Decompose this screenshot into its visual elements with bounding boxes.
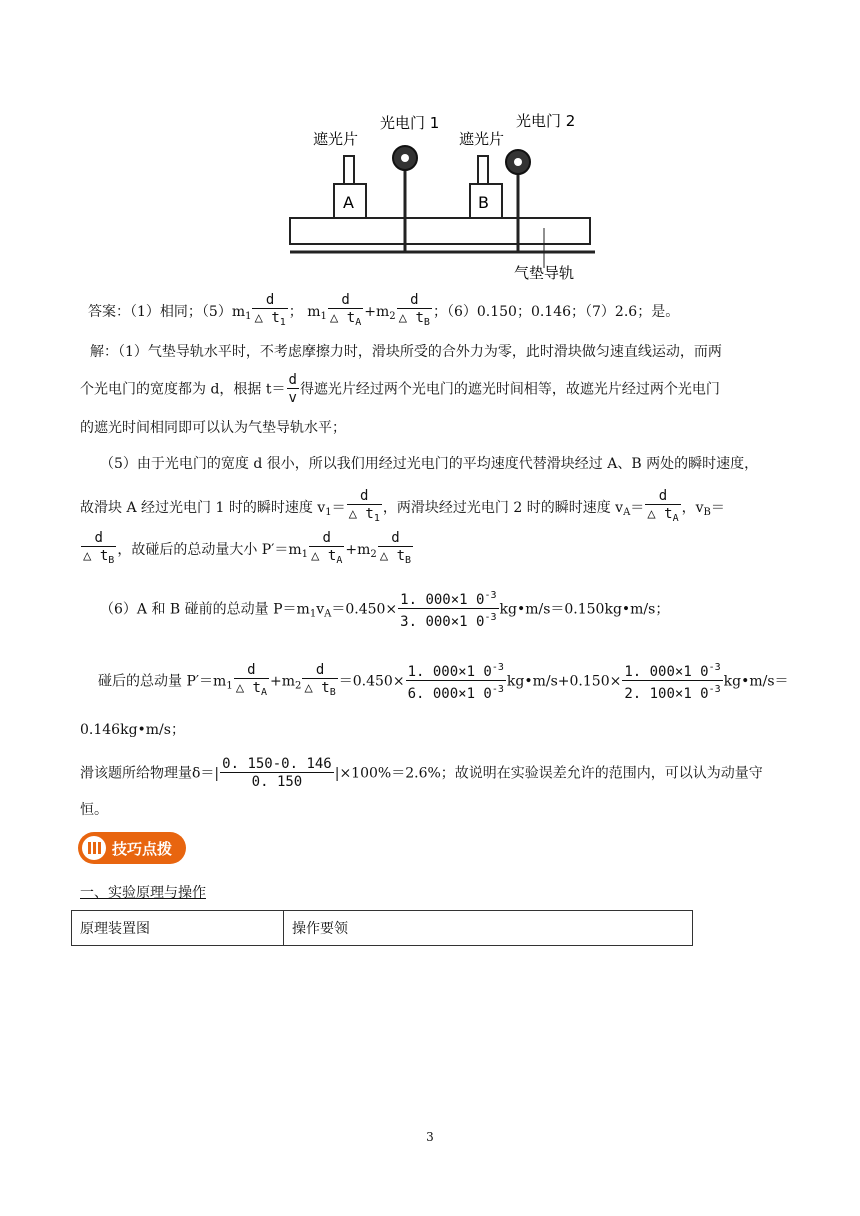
shade-label-1: 遮光片 xyxy=(313,130,359,148)
gate-label-2: 光电门 2 xyxy=(516,112,576,130)
sol1-line1: 解：（1）气垫导轨水平时，不考虑摩擦力时，滑块所受的合外力为零，此时滑块做匀速直线运动，而两 xyxy=(90,344,722,360)
sol1-line3: 的遮光时间相同即可以认为气垫导轨水平； xyxy=(80,420,346,436)
sol6-line2: 碰后的总动量 $P'=m_1$ $\frac{d}{\triangle t_A}$ $+m_2$ $\frac{d}{\triangle t_B}$ ＝0.450× $\frac{1. 000\times 1 0^{-3}}{6. 000\times 1 0^{-3}}$ kg•m/s+0.150× $\frac{1. 000\times 1 0^{-3}}{2. 100\times 1 0^{-3}}$ kg•m/s＝ xyxy=(98,661,789,702)
shade-label-2: 遮光片 xyxy=(459,130,505,148)
air-track xyxy=(290,218,590,244)
sol5-line1: （5）由于光电门的宽度 d 很小，所以我们用经过光电门的平均速度代替滑块经过 A、B 两处的瞬时速度， xyxy=(100,456,759,472)
section-title: 一、实验原理与操作 xyxy=(80,885,206,901)
table-header-operation: 操作要领 xyxy=(284,911,693,946)
gate-label-1: 光电门 1 xyxy=(380,114,440,132)
table-header-principle: 原理装置图 xyxy=(72,911,284,946)
sol1-line2: 个光电门的宽度都为 d，根据 t＝ $\frac{d}{v}$ 得遮光片经过两个光电门的遮光时间相等，故遮光片经过两个光电门 xyxy=(80,372,720,406)
tips-icon xyxy=(82,836,106,860)
page-number: 3 xyxy=(426,1130,434,1144)
track-label: 气垫导轨 xyxy=(514,264,575,282)
block-a-label: A xyxy=(343,193,354,212)
sol7-line2: 恒。 xyxy=(80,802,108,818)
table-row xyxy=(72,911,693,946)
sol7-line1: 滑该题所给物理量δ＝| $\frac{0. 150-0. 146}{0. 150}$ |×100%＝2.6%；故说明在实验误差允许的范围内，可以认为动量守 xyxy=(80,756,763,790)
badge-label: 技巧点拨 xyxy=(112,840,173,858)
experiment-diagram xyxy=(280,108,610,286)
block-b-label: B xyxy=(478,193,489,212)
answer-line: 答案：（1）相同；$(5)m_1$ $\frac{d}{\triangle t_1}$ ； $m_1$ $\frac{d}{\triangle t_A}$ $+m_2$ $\frac{d}{\triangle t_B}$ ；（6）0.150；0.146；（7）2.6；是。 xyxy=(88,292,680,328)
sol6-line1: （6）A 和 B 碰前的总动量 $P=m_1v_A=0.450\times$ $\frac{1. 000\times 1 0^{-3}}{3. 000\times 1 0^{-3}}$ kg•m/s＝0.150kg•m/s； xyxy=(100,590,670,630)
operations-table xyxy=(71,910,693,946)
sol5-line3: $\frac{d}{\triangle t_B}$ ，故碰后的总动量大小 $P'=m_1$ $\frac{d}{\triangle t_A}$ $+m_2$ $\frac{d}{\triangle t_B}$ xyxy=(83,530,412,566)
shade-plate-a xyxy=(344,156,354,184)
shade-plate-b xyxy=(478,156,488,184)
tips-badge xyxy=(78,832,186,864)
sol6-line3: 0.146kg•m/s； xyxy=(80,722,185,738)
sol5-line2: 故滑块 A 经过光电门 1 时的瞬时速度 $v_1=$ $\frac{d}{\triangle t_1}$ ，两滑块经过光电门 2 时的瞬时速度 $v_A=$ $\frac{d}{\triangle t_A}$ ，$v_B=$ xyxy=(80,488,725,524)
